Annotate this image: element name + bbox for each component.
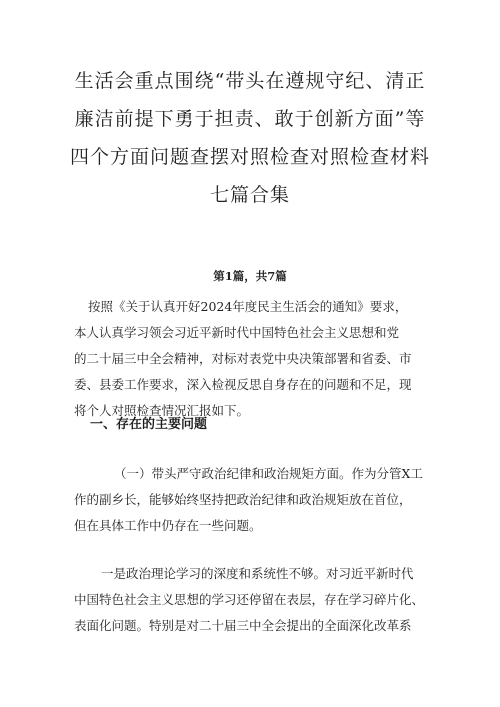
title-line: 四个方面问题查摆对照检查对照检查材料 xyxy=(69,146,430,168)
part-label: 第1篇，共7篇 xyxy=(213,269,287,283)
document-title xyxy=(0,62,500,214)
paragraph-line: 的二十届三中全会精神，对标对表党中央决策部署和省委、市 xyxy=(74,351,412,366)
paragraph-line: 作的副乡长，能够始终坚持把政治纪律和政治规矩放在首位， xyxy=(74,492,412,507)
paragraph-line: 表面化问题。特别是对二十届三中全会提出的全面深化改革系 xyxy=(74,618,412,633)
title-line: 七篇合集 xyxy=(209,184,290,206)
paragraph-line: 本人认真学习领会习近平新时代中国特色社会主义思想和党 xyxy=(74,325,400,340)
paragraph-line: 委、县委工作要求，深入检视反思自身存在的问题和不足，现 xyxy=(74,377,412,392)
title-line: 生活会重点围绕“带头在遵规守纪、清正 xyxy=(74,70,426,92)
intro-paragraph xyxy=(74,294,444,424)
title-line: 廉洁前提下勇于担责、敢于创新方面”等 xyxy=(74,108,426,130)
point-paragraph xyxy=(74,561,444,639)
paragraph-line: （一）带头严守政治纪律和政治规矩方面。作为分管X工 xyxy=(114,466,423,481)
paragraph-line: 将个人对照检查情况汇报如下。 xyxy=(74,403,250,418)
paragraph-line: 一是政治理论学习的深度和系统性不够。对习近平新时代 xyxy=(101,566,414,581)
section-heading: 一、存在的主要问题 xyxy=(90,417,208,432)
subsection-paragraph xyxy=(74,461,444,539)
paragraph-line: 但在具体工作中仍存在一些问题。 xyxy=(74,518,262,533)
paragraph-line: 按照《关于认真开好2024年度民主生活会的通知》要求， xyxy=(88,299,408,314)
paragraph-line: 中国特色社会主义思想的学习还停留在表层，存在学习碎片化、 xyxy=(74,592,425,607)
